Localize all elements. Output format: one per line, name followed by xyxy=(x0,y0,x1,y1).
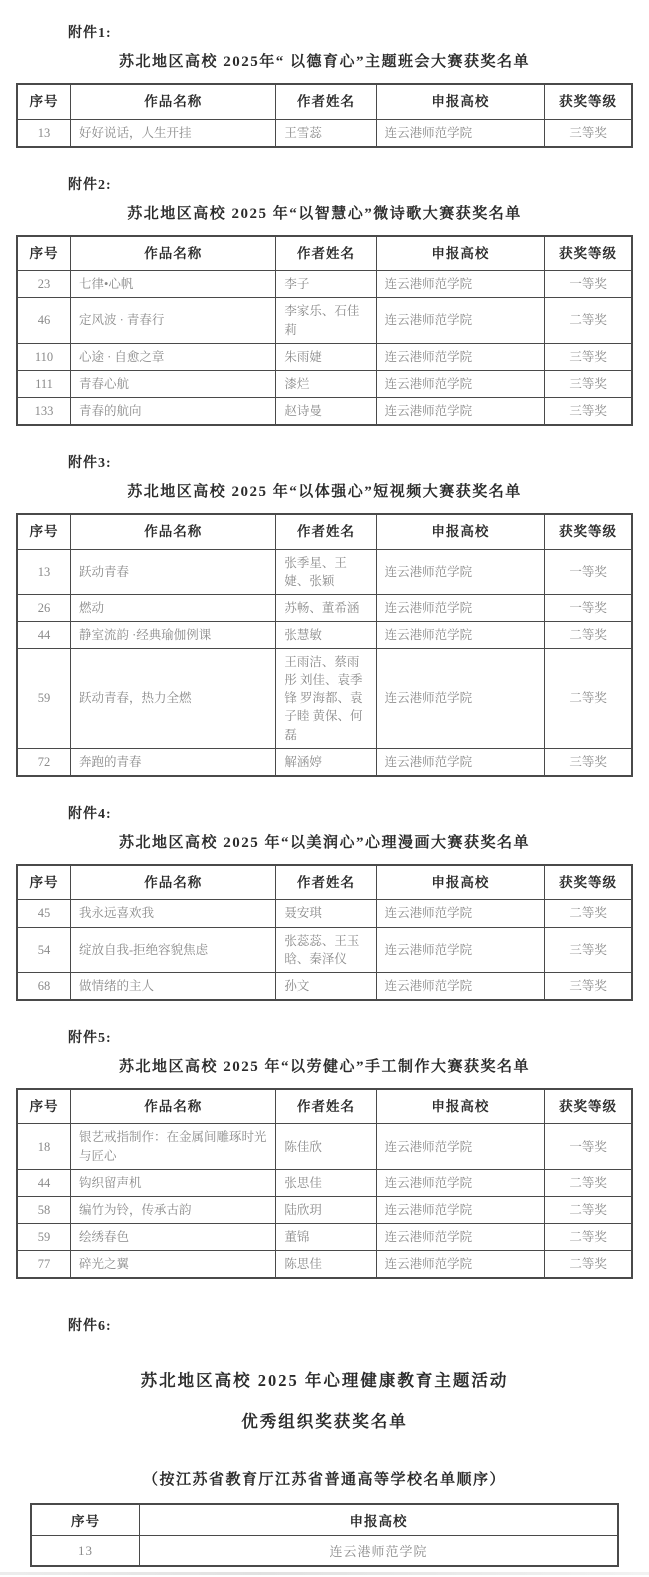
column-header-school: 申报高校 xyxy=(376,514,545,549)
cell-school: 连云港师范学院 xyxy=(376,119,545,147)
table-row xyxy=(17,343,632,370)
header-row xyxy=(31,1504,618,1536)
cell-school: 连云港师范学院 xyxy=(376,1169,545,1196)
cell-award: 三等奖 xyxy=(545,397,632,425)
cell-work-title: 绽放自我-拒绝容貌焦虑 xyxy=(71,927,276,972)
cell-school: 连云港师范学院 xyxy=(376,621,545,648)
awards-table-4 xyxy=(16,864,633,1001)
column-header-serial: 序号 xyxy=(17,236,71,271)
cell-award: 三等奖 xyxy=(545,119,632,147)
cell-author: 陈思佳 xyxy=(276,1251,376,1279)
attachment-label-2: 附件2: xyxy=(68,177,112,193)
table-row xyxy=(17,271,632,298)
table-row xyxy=(17,972,632,1000)
cell-award: 一等奖 xyxy=(545,549,632,594)
cell-award: 二等奖 xyxy=(545,1223,632,1250)
awards-table-2 xyxy=(16,235,633,426)
table-row xyxy=(17,1223,632,1250)
cell-work-title: 心途 · 自愈之章 xyxy=(71,343,276,370)
awards-table-3 xyxy=(16,513,633,777)
cell-work-title: 奔跑的青春 xyxy=(71,748,276,776)
awards-table-5 xyxy=(16,1088,633,1279)
cell-author: 陈佳欣 xyxy=(276,1124,376,1169)
cell-award: 二等奖 xyxy=(545,1196,632,1223)
cell-award: 二等奖 xyxy=(545,1251,632,1279)
cell-author: 张思佳 xyxy=(276,1169,376,1196)
column-header-school: 申报高校 xyxy=(376,1089,545,1124)
cell-school: 连云港师范学院 xyxy=(376,343,545,370)
table-row xyxy=(17,1251,632,1279)
cell-work-title: 钩织留声机 xyxy=(71,1169,276,1196)
cell-award: 三等奖 xyxy=(545,370,632,397)
cell-serial: 77 xyxy=(17,1251,71,1279)
cell-serial: 13 xyxy=(31,1536,140,1567)
cell-school: 连云港师范学院 xyxy=(376,1251,545,1279)
cell-work-title: 七律•心帆 xyxy=(71,271,276,298)
column-header-award: 获奖等级 xyxy=(545,1089,632,1124)
cell-work-title: 银艺戒指制作：在金属间雕琢时光与匠心 xyxy=(71,1124,276,1169)
cell-author: 漆烂 xyxy=(276,370,376,397)
cell-serial: 18 xyxy=(17,1124,71,1169)
cell-author: 张慧敏 xyxy=(276,621,376,648)
column-header-serial: 序号 xyxy=(17,84,71,119)
column-header-serial: 序号 xyxy=(31,1504,140,1536)
cell-award: 三等奖 xyxy=(545,972,632,1000)
table-row xyxy=(17,1169,632,1196)
cell-school: 连云港师范学院 xyxy=(376,1223,545,1250)
column-header-school: 申报高校 xyxy=(376,84,545,119)
column-header-author: 作者姓名 xyxy=(276,236,376,271)
attachment-section-4 xyxy=(16,803,633,1001)
attachment-section-1 xyxy=(16,22,633,148)
cell-school: 连云港师范学院 xyxy=(140,1536,618,1567)
attachment-section-5 xyxy=(16,1027,633,1279)
cell-school: 连云港师范学院 xyxy=(376,549,545,594)
cell-author: 王雪蕊 xyxy=(276,119,376,147)
cell-work-title: 编竹为铃，传承古韵 xyxy=(71,1196,276,1223)
cell-author: 李家乐、石佳莉 xyxy=(276,298,376,343)
attachment-section-3 xyxy=(16,452,633,777)
table-row xyxy=(17,649,632,749)
table-row xyxy=(17,621,632,648)
cell-award: 一等奖 xyxy=(545,1124,632,1169)
cell-author: 李子 xyxy=(276,271,376,298)
cell-school: 连云港师范学院 xyxy=(376,298,545,343)
awards-table-1 xyxy=(16,83,633,148)
cell-author: 苏畅、董希涵 xyxy=(276,594,376,621)
cell-author: 陆欣玥 xyxy=(276,1196,376,1223)
cell-work-title: 跃动青春，热力全燃 xyxy=(71,649,276,749)
cell-serial: 13 xyxy=(17,549,71,594)
cell-award: 三等奖 xyxy=(545,748,632,776)
cell-serial: 46 xyxy=(17,298,71,343)
cell-serial: 54 xyxy=(17,927,71,972)
column-header-school: 申报高校 xyxy=(376,236,545,271)
cell-author: 聂安琪 xyxy=(276,900,376,927)
cell-work-title: 青春的航向 xyxy=(71,397,276,425)
cell-award: 二等奖 xyxy=(545,1169,632,1196)
table-row xyxy=(17,748,632,776)
column-header-work: 作品名称 xyxy=(71,865,276,900)
column-header-award: 获奖等级 xyxy=(545,514,632,549)
cell-school: 连云港师范学院 xyxy=(376,927,545,972)
cell-school: 连云港师范学院 xyxy=(376,649,545,749)
cell-serial: 133 xyxy=(17,397,71,425)
section-title-5: 苏北地区高校 2025 年“以劳健心”手工制作大赛获奖名单 xyxy=(118,1058,530,1075)
table-row xyxy=(17,370,632,397)
column-header-work: 作品名称 xyxy=(71,1089,276,1124)
cell-award: 一等奖 xyxy=(545,594,632,621)
cell-school: 连云港师范学院 xyxy=(376,397,545,425)
cell-work-title: 定风波 · 青春行 xyxy=(71,298,276,343)
column-header-author: 作者姓名 xyxy=(276,1089,376,1124)
cell-author: 孙文 xyxy=(276,972,376,1000)
cell-school: 连云港师范学院 xyxy=(376,748,545,776)
cell-author: 张蕊蕊、王玉晗、秦泽仪 xyxy=(276,927,376,972)
cell-award: 一等奖 xyxy=(545,271,632,298)
cell-author: 张季星、王婕、张颖 xyxy=(276,549,376,594)
section-title-3: 苏北地区高校 2025 年“以体强心”短视频大赛获奖名单 xyxy=(127,484,522,500)
cell-work-title: 好好说话，人生开挂 xyxy=(71,119,276,147)
table-row xyxy=(17,1124,632,1169)
table-row xyxy=(17,900,632,927)
column-header-school: 申报高校 xyxy=(376,865,545,900)
cell-school: 连云港师范学院 xyxy=(376,1196,545,1223)
cell-award: 二等奖 xyxy=(545,649,632,749)
header-row xyxy=(17,1089,632,1124)
table-row xyxy=(17,1196,632,1223)
table-row xyxy=(31,1536,618,1567)
section-title-6 xyxy=(16,1361,633,1442)
cell-serial: 13 xyxy=(17,119,71,147)
column-header-serial: 序号 xyxy=(17,514,71,549)
table-row xyxy=(17,119,632,147)
section-title-2: 苏北地区高校 2025 年“以智慧心”微诗歌大赛获奖名单 xyxy=(127,205,522,222)
column-header-work: 作品名称 xyxy=(71,514,276,549)
cell-author: 董锦 xyxy=(276,1223,376,1250)
cell-school: 连云港师范学院 xyxy=(376,271,545,298)
column-header-school: 申报高校 xyxy=(140,1504,618,1536)
table-row xyxy=(17,397,632,425)
attachment-label-6: 附件6: xyxy=(68,1319,112,1335)
cell-work-title: 碎光之翼 xyxy=(71,1251,276,1279)
cell-serial: 26 xyxy=(17,594,71,621)
attachment-label-4: 附件4: xyxy=(68,806,112,822)
cell-work-title: 做情绪的主人 xyxy=(71,972,276,1000)
cell-work-title: 静室流韵 ·经典瑜伽例课 xyxy=(71,621,276,648)
column-header-author: 作者姓名 xyxy=(276,865,376,900)
column-header-author: 作者姓名 xyxy=(276,84,376,119)
scan-artifact-line xyxy=(0,1572,649,1575)
cell-school: 连云港师范学院 xyxy=(376,594,545,621)
table-row xyxy=(17,549,632,594)
cell-serial: 45 xyxy=(17,900,71,927)
header-row xyxy=(17,236,632,271)
cell-serial: 59 xyxy=(17,1223,71,1250)
cell-serial: 111 xyxy=(17,370,71,397)
header-row xyxy=(17,84,632,119)
column-header-work: 作品名称 xyxy=(71,84,276,119)
column-header-author: 作者姓名 xyxy=(276,514,376,549)
cell-author: 解涵婷 xyxy=(276,748,376,776)
cell-serial: 58 xyxy=(17,1196,71,1223)
cell-school: 连云港师范学院 xyxy=(376,370,545,397)
column-header-work: 作品名称 xyxy=(71,236,276,271)
cell-award: 二等奖 xyxy=(545,621,632,648)
attachment-label-5: 附件5: xyxy=(68,1030,112,1046)
organization-award-table xyxy=(30,1503,619,1567)
attachment-label-1: 附件1: xyxy=(68,26,112,41)
cell-work-title: 我永远喜欢我 xyxy=(71,900,276,927)
cell-author: 朱雨婕 xyxy=(276,343,376,370)
table-row xyxy=(17,594,632,621)
cell-serial: 110 xyxy=(17,343,71,370)
cell-school: 连云港师范学院 xyxy=(376,1124,545,1169)
attachment-label-3: 附件3: xyxy=(68,456,112,471)
cell-award: 二等奖 xyxy=(545,298,632,343)
section-title-6-line2: 优秀组织奖获奖名单 xyxy=(241,1411,408,1431)
column-header-serial: 序号 xyxy=(17,1089,71,1124)
cell-work-title: 跃动青春 xyxy=(71,549,276,594)
cell-school: 连云港师范学院 xyxy=(376,900,545,927)
section-title-4: 苏北地区高校 2025 年“以美润心”心理漫画大赛获奖名单 xyxy=(118,834,530,851)
attachment-section-2 xyxy=(16,174,633,426)
cell-serial: 59 xyxy=(17,649,71,749)
attachment-section-6 xyxy=(16,1315,633,1567)
cell-serial: 44 xyxy=(17,621,71,648)
cell-author: 王雨洁、蔡雨彤 刘佳、袁季锋 罗海都、袁子睦 黄保、何磊 xyxy=(276,649,376,749)
header-row xyxy=(17,514,632,549)
section-subtitle-6: （按江苏省教育厅江苏省普通高等学校名单顺序） xyxy=(142,1472,506,1489)
cell-award: 三等奖 xyxy=(545,343,632,370)
cell-serial: 68 xyxy=(17,972,71,1000)
column-header-award: 获奖等级 xyxy=(545,84,632,119)
cell-serial: 44 xyxy=(17,1169,71,1196)
cell-school: 连云港师范学院 xyxy=(376,972,545,1000)
cell-author: 赵诗曼 xyxy=(276,397,376,425)
table-row xyxy=(17,927,632,972)
column-header-award: 获奖等级 xyxy=(545,865,632,900)
column-header-serial: 序号 xyxy=(17,865,71,900)
cell-work-title: 燃动 xyxy=(71,594,276,621)
cell-serial: 23 xyxy=(17,271,71,298)
cell-work-title: 绘绣春色 xyxy=(71,1223,276,1250)
section-title-6-line1: 苏北地区高校 2025 年心理健康教育主题活动 xyxy=(140,1371,509,1391)
table-row xyxy=(17,298,632,343)
section-title-1: 苏北地区高校 2025年“ 以德育心”主题班会大赛获奖名单 xyxy=(118,54,530,70)
cell-serial: 72 xyxy=(17,748,71,776)
cell-award: 二等奖 xyxy=(545,900,632,927)
header-row xyxy=(17,865,632,900)
column-header-award: 获奖等级 xyxy=(545,236,632,271)
cell-work-title: 青春心航 xyxy=(71,370,276,397)
cell-award: 三等奖 xyxy=(545,927,632,972)
